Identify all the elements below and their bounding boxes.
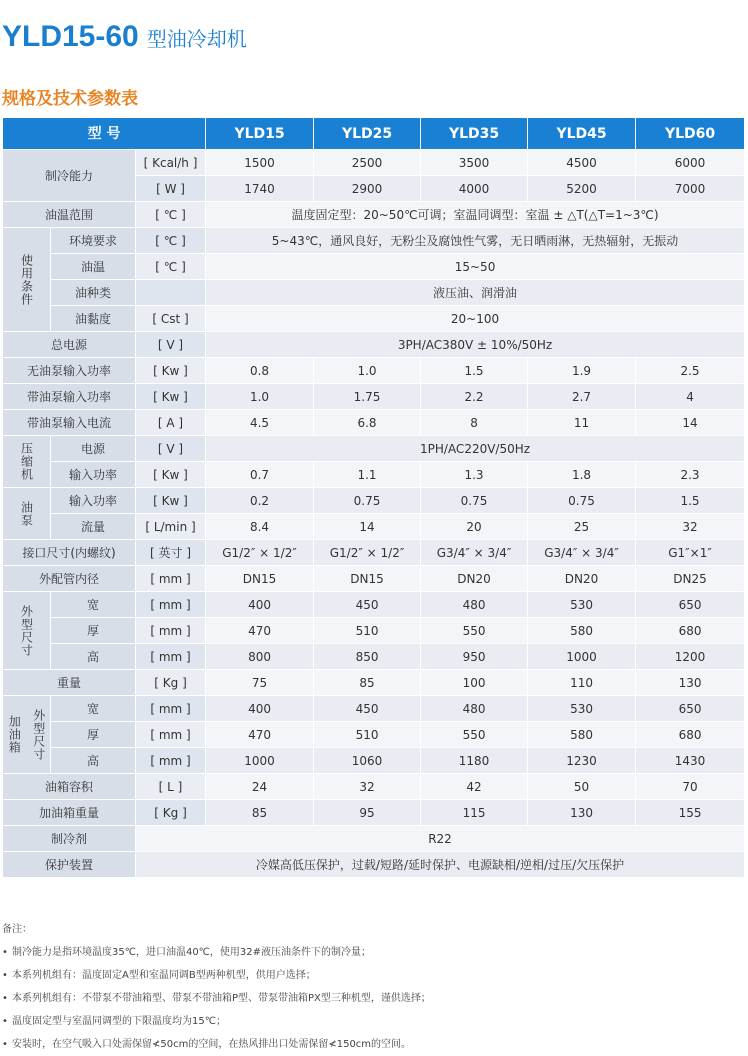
value-cell: G3/4″ × 3/4″ (528, 540, 636, 566)
value-cell: 850 (314, 644, 421, 670)
value-cell: 530 (528, 592, 636, 618)
value-cell: 11 (528, 410, 636, 436)
pump-group-label: 油泵 (19, 500, 34, 527)
table-row (3, 358, 745, 384)
unit-cell: [ V ] (136, 332, 206, 358)
tank-dims-label: 外型尺寸 (31, 708, 46, 761)
page-header (2, 20, 247, 60)
note-text: 安装时，在空气吸入口处需保留≮50cm的空间，在热风排出口处需保留≮150cm的空间。 (12, 1039, 412, 1050)
row-label: 油温范围 (3, 202, 136, 228)
bullet-icon: • (2, 1039, 8, 1050)
value-cell: 480 (421, 592, 528, 618)
table-row (3, 150, 745, 176)
value-cell: DN20 (421, 566, 528, 592)
table-row (3, 774, 745, 800)
table-row (3, 462, 745, 488)
unit-cell: [ Cst ] (136, 306, 206, 332)
value-cell: 4000 (421, 176, 528, 202)
row-label: 电源 (51, 436, 136, 462)
value-cell: 20~100 (206, 306, 745, 332)
row-label: 制冷能力 (3, 150, 136, 202)
value-cell: 0.2 (206, 488, 314, 514)
table-row (3, 384, 745, 410)
tank-group-label: 加油箱 (7, 715, 22, 754)
value-cell: 1.3 (421, 462, 528, 488)
value-cell: 1.0 (206, 384, 314, 410)
value-cell: 1060 (314, 748, 421, 774)
unit-cell: [ A ] (136, 410, 206, 436)
unit-cell: [ mm ] (136, 618, 206, 644)
value-cell: G1/2″ × 1/2″ (314, 540, 421, 566)
unit-cell: [ Kcal/h ] (136, 150, 206, 176)
value-cell: 85 (314, 670, 421, 696)
value-cell: 4 (636, 384, 745, 410)
value-cell: 680 (636, 618, 745, 644)
table-row (3, 202, 745, 228)
row-label: 厚 (51, 618, 136, 644)
row-label: 输入功率 (51, 462, 136, 488)
unit-cell: [ mm ] (136, 566, 206, 592)
value-cell: 24 (206, 774, 314, 800)
table-row (3, 826, 745, 852)
table-row (3, 696, 745, 722)
value-cell: 20 (421, 514, 528, 540)
note-text: 温度固定型与室温同调型的下限温度均为15℃； (12, 1016, 226, 1027)
spec-table (2, 117, 745, 878)
value-cell: 1PH/AC220V/50Hz (206, 436, 745, 462)
unit-cell: [ mm ] (136, 592, 206, 618)
table-row (3, 852, 745, 878)
row-label: 油种类 (51, 280, 136, 306)
unit-cell: [ L/min ] (136, 514, 206, 540)
value-cell: 650 (636, 592, 745, 618)
value-cell: 450 (314, 696, 421, 722)
value-cell: 2900 (314, 176, 421, 202)
value-cell: 400 (206, 696, 314, 722)
product-name: 型油冷却机 (146, 27, 247, 51)
value-cell: 1000 (206, 748, 314, 774)
value-cell: 8.4 (206, 514, 314, 540)
value-cell: 3500 (421, 150, 528, 176)
unit-cell: [ V ] (136, 436, 206, 462)
bullet-icon: • (2, 947, 8, 958)
table-row (3, 644, 745, 670)
table-row (3, 254, 745, 280)
value-cell: 110 (528, 670, 636, 696)
value-cell: 4500 (528, 150, 636, 176)
use-group-label: 使用条件 (19, 253, 34, 306)
value-cell: 8 (421, 410, 528, 436)
unit-cell: [ Kw ] (136, 358, 206, 384)
note-item (2, 987, 742, 1010)
value-cell: 5200 (528, 176, 636, 202)
value-cell: 1230 (528, 748, 636, 774)
table-row (3, 332, 745, 358)
value-cell: 0.7 (206, 462, 314, 488)
note-item (2, 941, 742, 964)
group-label (3, 696, 51, 774)
value-cell: 1180 (421, 748, 528, 774)
value-cell: 50 (528, 774, 636, 800)
unit-cell (136, 280, 206, 306)
bullet-icon: • (2, 993, 8, 1004)
table-row (3, 228, 745, 254)
compressor-group-label: 压缩机 (19, 442, 34, 481)
value-cell: 42 (421, 774, 528, 800)
row-label: 带油泵输入电流 (3, 410, 136, 436)
value-cell: 550 (421, 722, 528, 748)
value-cell: 115 (421, 800, 528, 826)
table-row (3, 514, 745, 540)
value-cell: 冷媒高低压保护，过载/短路/延时保护、电源缺相/逆相/过压/欠压保护 (136, 852, 745, 878)
table-row (3, 566, 745, 592)
model-title: YLD15-60 (2, 20, 139, 53)
note-item (2, 1010, 742, 1033)
value-cell: 1200 (636, 644, 745, 670)
value-cell: 14 (636, 410, 745, 436)
value-cell: 1.8 (528, 462, 636, 488)
row-label: 重量 (3, 670, 136, 696)
header-row (3, 118, 745, 150)
value-cell: 470 (206, 722, 314, 748)
value-cell: 1.75 (314, 384, 421, 410)
model-col: YLD25 (314, 118, 421, 150)
value-cell: 510 (314, 618, 421, 644)
value-cell: 400 (206, 592, 314, 618)
value-cell: 0.75 (528, 488, 636, 514)
row-label: 保护装置 (3, 852, 136, 878)
value-cell: 1.5 (421, 358, 528, 384)
model-col: YLD15 (206, 118, 314, 150)
row-label: 流量 (51, 514, 136, 540)
value-cell: 6000 (636, 150, 745, 176)
value-cell: 32 (636, 514, 745, 540)
unit-cell: [ Kw ] (136, 462, 206, 488)
table-row (3, 306, 745, 332)
value-cell: 580 (528, 618, 636, 644)
value-cell: 75 (206, 670, 314, 696)
value-cell: 1.5 (636, 488, 745, 514)
value-cell: 4.5 (206, 410, 314, 436)
value-cell: 1740 (206, 176, 314, 202)
bullet-icon: • (2, 970, 8, 981)
value-cell: 3PH/AC380V ± 10%/50Hz (206, 332, 745, 358)
group-label (3, 228, 51, 332)
row-label: 油温 (51, 254, 136, 280)
table-row (3, 280, 745, 306)
value-cell: 温度固定型：20~50℃可调；室温同调型：室温 ± △T(△T=1~3℃) (206, 202, 745, 228)
value-cell: 800 (206, 644, 314, 670)
unit-cell: [ mm ] (136, 644, 206, 670)
value-cell: 1.1 (314, 462, 421, 488)
value-cell: 85 (206, 800, 314, 826)
value-cell: 1430 (636, 748, 745, 774)
unit-cell: [ mm ] (136, 748, 206, 774)
row-label: 高 (51, 644, 136, 670)
note-text: 本系列机组有：温度固定A型和室温同调B型两种机型，供用户选择； (12, 970, 316, 981)
value-cell: 510 (314, 722, 421, 748)
value-cell: 32 (314, 774, 421, 800)
value-cell: 130 (528, 800, 636, 826)
row-label: 接口尺寸(内螺纹) (3, 540, 136, 566)
value-cell: DN15 (206, 566, 314, 592)
value-cell: G3/4″ × 3/4″ (421, 540, 528, 566)
row-label: 油黏度 (51, 306, 136, 332)
value-cell: 7000 (636, 176, 745, 202)
unit-cell: [ ℃ ] (136, 228, 206, 254)
model-col: YLD60 (636, 118, 745, 150)
table-row (3, 748, 745, 774)
value-cell: 0.8 (206, 358, 314, 384)
value-cell: 580 (528, 722, 636, 748)
value-cell: 2.3 (636, 462, 745, 488)
row-label: 宽 (51, 696, 136, 722)
value-cell: 450 (314, 592, 421, 618)
value-cell: 550 (421, 618, 528, 644)
value-cell: 5~43℃，通风良好，无粉尘及腐蚀性气雾，无日晒雨淋，无热辐射，无振动 (206, 228, 745, 254)
table-row (3, 800, 745, 826)
unit-cell: [ mm ] (136, 722, 206, 748)
table-row (3, 436, 745, 462)
value-cell: 15~50 (206, 254, 745, 280)
note-item (2, 1033, 742, 1056)
model-header: 型 号 (3, 118, 206, 150)
value-cell: 1.9 (528, 358, 636, 384)
unit-cell: [ mm ] (136, 696, 206, 722)
value-cell: 2.7 (528, 384, 636, 410)
notes-title: 备注： (2, 924, 32, 935)
note-item (2, 964, 742, 987)
value-cell: G1″×1″ (636, 540, 745, 566)
row-label: 输入功率 (51, 488, 136, 514)
unit-cell: [ Kw ] (136, 384, 206, 410)
model-col: YLD45 (528, 118, 636, 150)
row-label: 高 (51, 748, 136, 774)
value-cell: 1500 (206, 150, 314, 176)
value-cell: 480 (421, 696, 528, 722)
row-label: 总电源 (3, 332, 136, 358)
value-cell: 650 (636, 696, 745, 722)
value-cell: DN15 (314, 566, 421, 592)
row-label: 无油泵输入功率 (3, 358, 136, 384)
value-cell: 95 (314, 800, 421, 826)
value-cell: 680 (636, 722, 745, 748)
row-label: 油箱容积 (3, 774, 136, 800)
value-cell: 6.8 (314, 410, 421, 436)
value-cell: G1/2″ × 1/2″ (206, 540, 314, 566)
note-text: 制冷能力是指环境温度35℃，进口油温40℃，使用32#液压油条件下的制冷量； (12, 947, 372, 958)
row-label: 加油箱重量 (3, 800, 136, 826)
table-row (3, 592, 745, 618)
value-cell: 2.2 (421, 384, 528, 410)
group-label (3, 592, 51, 670)
row-label: 制冷剂 (3, 826, 136, 852)
bullet-icon: • (2, 1016, 8, 1027)
row-label: 宽 (51, 592, 136, 618)
unit-cell: [ ℃ ] (136, 202, 206, 228)
unit-cell: [ 英寸 ] (136, 540, 206, 566)
group-label (3, 436, 51, 488)
tank-group-wrap (3, 709, 50, 761)
table-row (3, 722, 745, 748)
value-cell: 530 (528, 696, 636, 722)
unit-cell: [ W ] (136, 176, 206, 202)
value-cell: 14 (314, 514, 421, 540)
unit-cell: [ Kw ] (136, 488, 206, 514)
table-row (3, 540, 745, 566)
value-cell: 100 (421, 670, 528, 696)
unit-cell: [ L ] (136, 774, 206, 800)
value-cell: 155 (636, 800, 745, 826)
value-cell: 130 (636, 670, 745, 696)
value-cell: 470 (206, 618, 314, 644)
value-cell: 0.75 (421, 488, 528, 514)
value-cell: R22 (136, 826, 745, 852)
row-label: 厚 (51, 722, 136, 748)
table-row (3, 618, 745, 644)
notes (2, 918, 742, 1056)
unit-cell: [ Kg ] (136, 670, 206, 696)
value-cell: 2500 (314, 150, 421, 176)
section-title: 规格及技术参数表 (2, 89, 138, 109)
value-cell: 25 (528, 514, 636, 540)
table-row (3, 670, 745, 696)
row-label: 带油泵输入功率 (3, 384, 136, 410)
note-text: 本系列机组有：不带泵不带油箱型、带泵不带油箱P型、带泵带油箱PX型三种机型，谨供选择； (12, 993, 431, 1004)
value-cell: DN25 (636, 566, 745, 592)
unit-cell: [ ℃ ] (136, 254, 206, 280)
value-cell: 1.0 (314, 358, 421, 384)
value-cell: 70 (636, 774, 745, 800)
table-row (3, 410, 745, 436)
model-col: YLD35 (421, 118, 528, 150)
value-cell: 950 (421, 644, 528, 670)
row-label: 外配管内径 (3, 566, 136, 592)
dims-group-label: 外型尺寸 (19, 604, 34, 657)
value-cell: 液压油、润滑油 (206, 280, 745, 306)
value-cell: 0.75 (314, 488, 421, 514)
row-label: 环境要求 (51, 228, 136, 254)
group-label (3, 488, 51, 540)
table-row (3, 488, 745, 514)
value-cell: DN20 (528, 566, 636, 592)
unit-cell: [ Kg ] (136, 800, 206, 826)
value-cell: 1000 (528, 644, 636, 670)
value-cell: 2.5 (636, 358, 745, 384)
